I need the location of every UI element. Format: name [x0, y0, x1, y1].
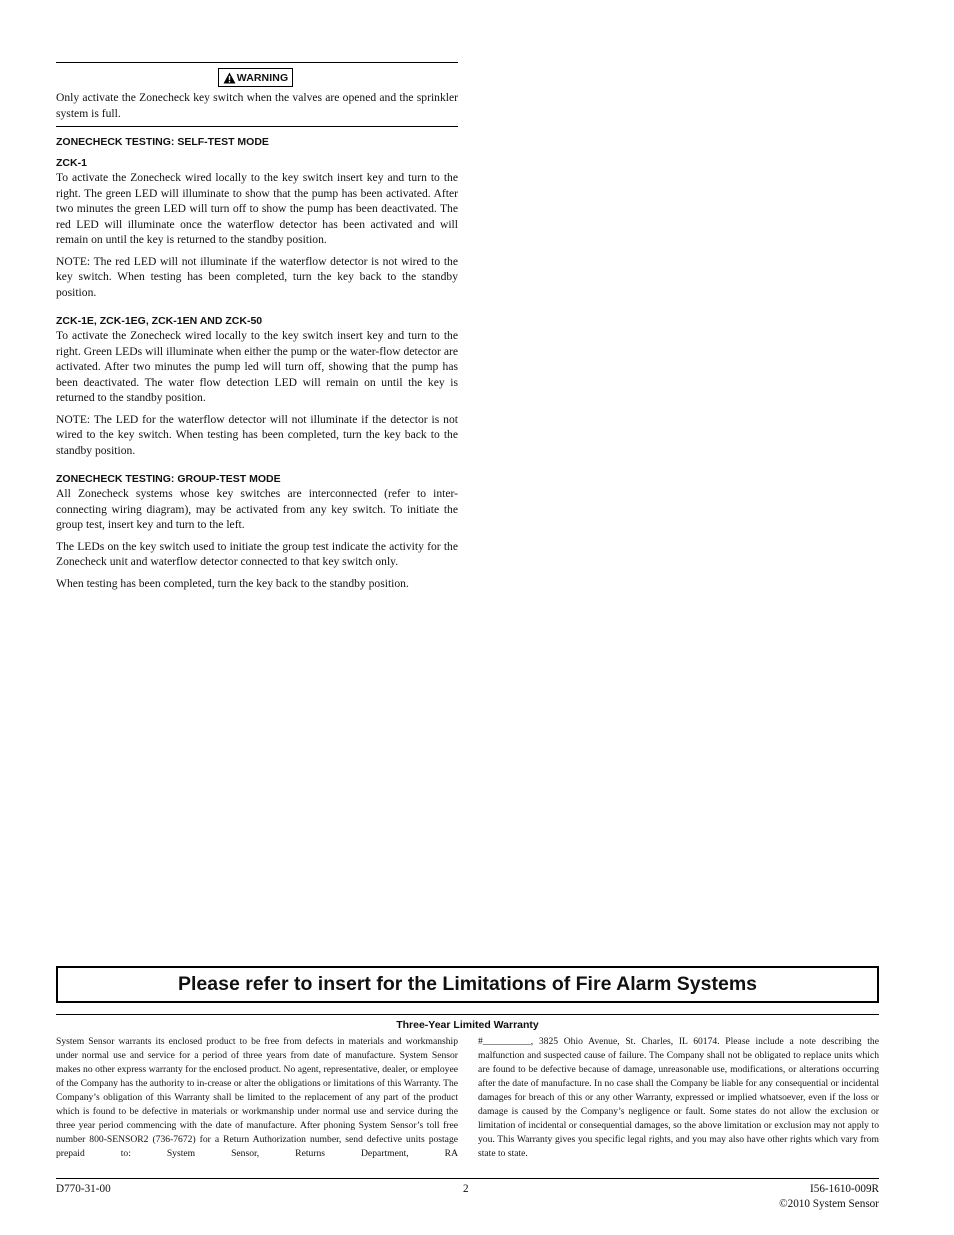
footer-doc-code: D770-31-00 [56, 1183, 111, 1195]
warning-bottom-rule [56, 126, 458, 127]
warranty-top-rule [56, 1014, 879, 1015]
limitations-banner [56, 966, 879, 1003]
footer-right [779, 1182, 879, 1212]
zck1-note: NOTE: The red LED will not illuminate if the waterflow detector is not wired to the key switch. When testing has been completed, turn the key back to the standby position. [56, 254, 458, 299]
zck1-paragraph: To activate the Zonecheck wired locally to the key switch insert key and turn to the right. The green LED will illuminate to show that the pump has been activated. After two minutes the green LED will turn off to show the pump has been deactivated. The red LED will illuminate once the waterflow detector has been activated and will remain on until the key is returned to the standby position. [56, 171, 458, 246]
warning-badge [218, 68, 293, 87]
warning-text: Only activate the Zonecheck key switch when the valves are opened and the sprinkler system is full. [56, 91, 458, 120]
group-test-paragraph-1: All Zonecheck systems whose key switches are interconnected (refer to inter-connecting wiring diagram), may be activated from any key switch. To initiate the group test, insert key and turn to the left. [56, 487, 458, 531]
top-rule [56, 62, 458, 63]
zck1e-heading: ZCK-1E, ZCK-1EG, ZCK-1EN AND ZCK-50 [56, 315, 263, 327]
footer-page-number: 2 [463, 1183, 469, 1195]
self-test-heading: ZONECHECK TESTING: SELF-TEST MODE [56, 136, 269, 148]
warning-triangle-icon [223, 72, 236, 84]
warning-section [56, 90, 458, 121]
footer-copyright: ©2010 System Sensor [779, 1198, 879, 1210]
zck1-heading: ZCK-1 [56, 157, 87, 169]
warning-label: WARNING [236, 71, 289, 84]
self-test-section [56, 136, 458, 591]
zck1e-paragraph: To activate the Zonecheck wired locally to the key switch insert key and turn to the right. Green LEDs will illuminate when either the pump or the water-flow detector are activated. After two minutes the pump led will turn off, showing that the pump has been deactivated. The water flow detection LED will remain on until the key is returned to the standby position. [56, 329, 458, 404]
zck1e-note: NOTE: The LED for the waterflow detector will not illuminate if the detector is not wired to the key switch. When testing has been completed, turn the key back to the standby position. [56, 412, 458, 457]
group-test-paragraph-3: When testing has been completed, turn the key back to the standby position. [56, 576, 409, 590]
group-test-heading: ZONECHECK TESTING: GROUP-TEST MODE [56, 473, 281, 485]
warranty-title: Three-Year Limited Warranty [396, 1019, 539, 1031]
footer-part-number: I56-1610-009R [810, 1183, 879, 1195]
warranty-left-column: System Sensor warrants its enclosed product to be free from defects in materials and workmanship under normal use and service for a period of three years from date of manufacture. System Sensor makes no other express warranty for the enclosed product. No agent, representative, dealer, or employee of the Company has the authority to in-crease or alter the obligations or limitations of this Warranty. The Company’s obligation of this Warranty shall be limited to the replacement of any part of the product which is found to be defective in materials or workmanship under normal use and service during the three year period commencing with the date of manufacture. After phoning System Sensor’s toll free number 800-SENSOR2 (736-7672) for a Return Authorization number, send defective units postage prepaid to: System Sensor, Returns Department, RA [56, 1036, 458, 1159]
warranty-right-column: #__________, 3825 Ohio Avenue, St. Charles, IL 60174. Please include a note describing the malfunction and suspected cause of failure. The Company shall not be obligated to replace units which are found to be defective because of damage, unreasonable use, modifications, or alterations occurring after the date of manufacture. In no case shall the Company be liable for any consequential or incidental damages for breach of this or any other Warranty, expressed or implied whatsoever, even if the loss or damage is caused by the Company’s negligence or fault. Some states do not allow the exclusion or limitation of incidental or consequential damages, so the above limitation or exclusion may not apply to you. This Warranty gives you specific legal rights, and you may also have other rights which vary from state to state. [478, 1036, 879, 1159]
footer-rule [56, 1178, 879, 1179]
limitations-banner-text: Please refer to insert for the Limitations of Fire Alarm Systems [177, 973, 758, 995]
group-test-paragraph-2: The LEDs on the key switch used to initiate the group test indicate the activity for the Zonecheck unit and waterflow detector connected to that key switch only. [56, 539, 458, 568]
